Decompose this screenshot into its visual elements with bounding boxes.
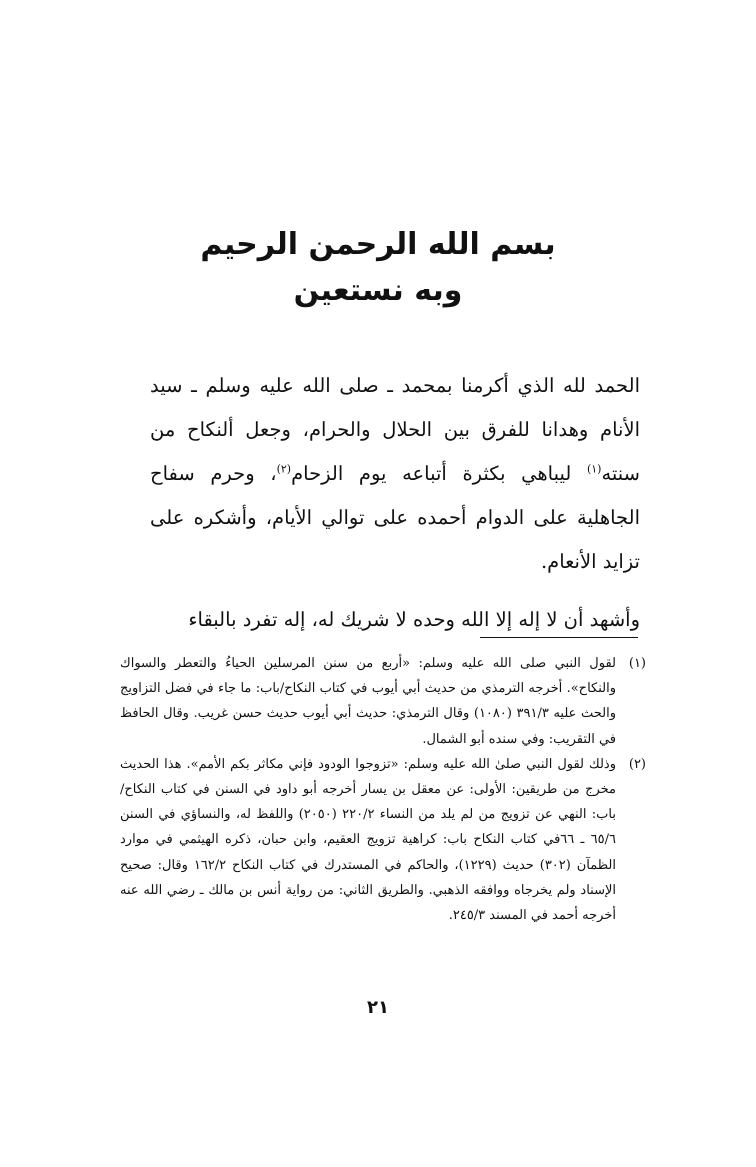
basmala-line: بسم الله الرحمن الرحيم [200,227,556,262]
footnote-number: (٢) [628,756,646,772]
paragraph-2: وأشهد أن لا إله إلا الله وحده لا شريك له، إله تفرد بالبقاء [188,608,640,631]
paragraph-1 [150,364,640,584]
footnote-text: لقول النبي صلى الله عليه وسلم: «أربع من سنن المرسلين الحياءُ والتعطر والسواك والنكاح». أخرجه الترمذي من حديث أبي أيوب في كتاب النكاح/باب: ما جاء في فضل التزاويج والحث عليه ٣٩١/٣ (١٠٨٠) وقال الترمذي: حديث أبي أيوب حديث حسن غريب. وقال الحافظ في التقريب: وفي سنده أبو الشمال. [120,656,616,747]
footnote-ref-2: (٢) [276,462,292,476]
footnote-ref-1: (١) [586,462,602,476]
main-text [150,364,640,642]
footnote-text: وذلك لقول النبي صلىٰ الله عليه وسلم: «تزوجوا الودود فإني مكاثر بكم الأمم». هذا الحديث مخرج من طريقين: الأولى: عن معقل بن يسار أخرجه أبو داود في السنن في كتاب النكاح/باب: النهي عن تزويج من لم يلد من النساء ٢٢٠/٢ (٢٠٥٠) واللفظ له، والنساؤي في السنن ٦٥/٦ ـ ٦٦في كتاب النكاح باب: كراهية تزويج العقيم، وابن حبان، ذكره الهيثمي في موارد الظمآن (٣٠٢) حديث (١٢٢٩)، والحاكم في المستدرك في كتاب النكاح ١٦٢/٢ وقال: صحيح الإسناد ولم يخرجاه ووافقه الذهبي. والطريق الثاني: من رواية أنس بن مالك ـ رضي الله عنه أخرجه أحمد في المسند ٢٤٥/٣. [120,756,617,924]
footnote-separator [480,637,638,638]
footnote-number: (١) [628,656,646,671]
paragraph-1-text-b: ليباهي بكثرة أتباعه يوم الزحام [291,462,572,485]
footnote-1 [120,651,646,752]
basmala-heading [0,222,756,314]
footnote-2 [120,752,646,928]
paragraph-1-text-c: ، وحرم سفاح الجاهلية على الدوام أحمده على توالي الأيام، وأشكره على تزايد الأنعام. [150,462,640,573]
page-number: ٢١ [367,997,389,1018]
paragraph-1-text-a: الحمد لله الذي أكرمنا بمحمد ـ صلى الله عليه وسلم ـ سيد الأنام وهدانا للفرق بين الحلال والحرام، وجعل ألنكاح من سنته [150,374,641,485]
heading-subline: وبه نستعين [293,273,463,308]
footnotes [120,651,646,928]
